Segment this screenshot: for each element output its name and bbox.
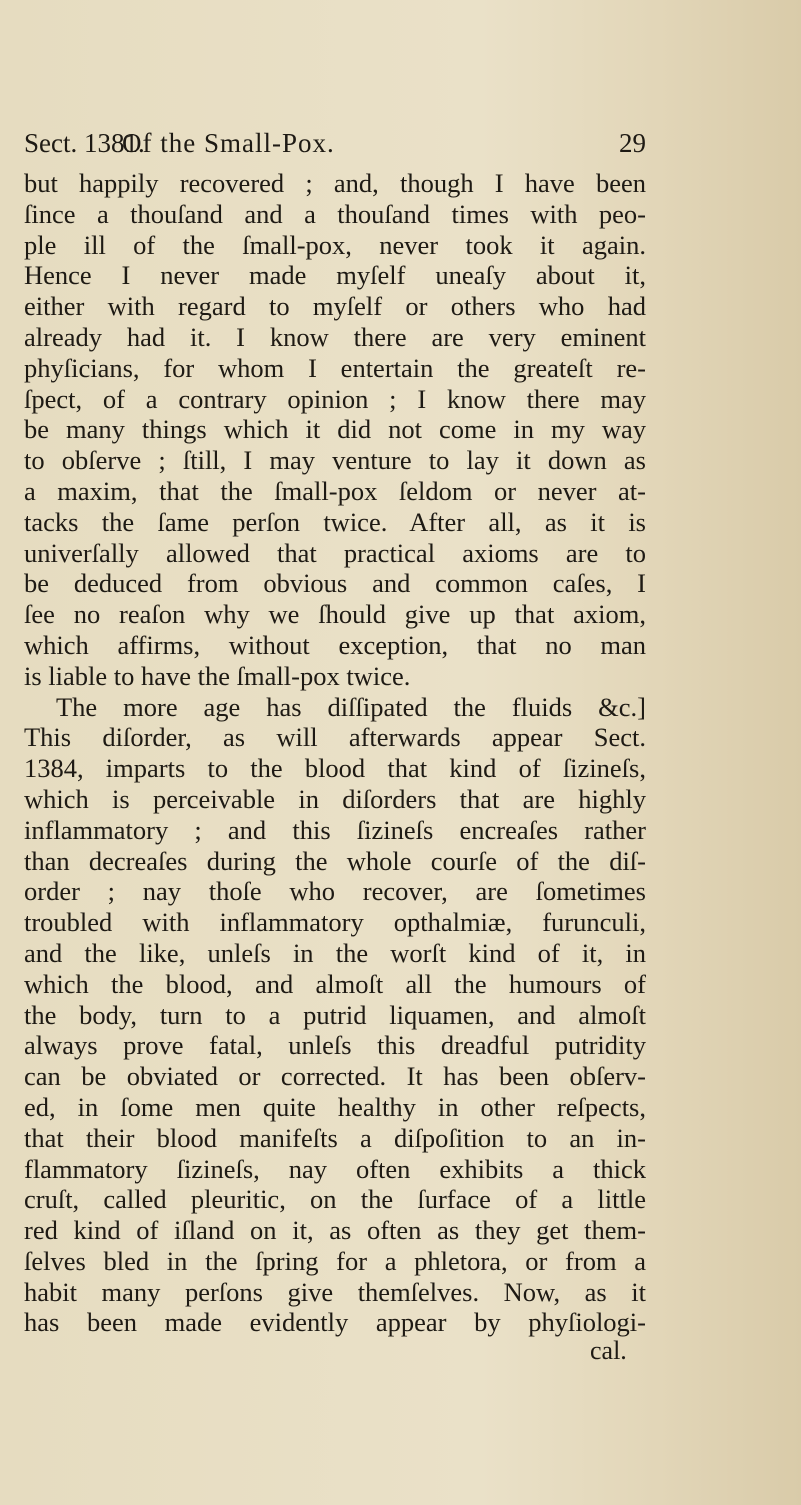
text-line: tacks the ſame perſon twice. After all, as it is: [24, 506, 646, 537]
text-line: ple ill of the ſmall-pox, never took it again.: [24, 229, 646, 260]
text-line: be many things which it did not come in my way: [24, 414, 646, 445]
text-line: the body, turn to a putrid liquamen, and almoſt: [24, 999, 646, 1030]
text-line: but happily recovered ; and, though I have been: [24, 168, 646, 198]
text-line: univerſally allowed that practical axioms are to: [24, 537, 646, 568]
text-line: which is perceivable in diſorders that are highly: [24, 783, 646, 814]
text-line: a maxim, that the ſmall-pox ſeldom or never at-: [24, 475, 646, 506]
text-line: cruſt, called pleuritic, on the ſurface of a little: [24, 1184, 646, 1215]
text-line: red kind of iſland on it, as often as they get them-: [24, 1215, 646, 1246]
text-line: phyſicians, for whom I entertain the greateſt re-: [24, 352, 646, 383]
running-header: [24, 128, 646, 164]
text-line: This diſorder, as will afterwards appear Sect.: [24, 722, 646, 753]
text-line: than decreaſes during the whole courſe of the diſ-: [24, 845, 646, 876]
text-line: either with regard to myſelf or others who had: [24, 291, 646, 322]
body-text: [24, 168, 646, 1338]
text-line: The more age has diſſipated the fluids &c.]: [56, 691, 646, 722]
text-line: already had it. I know there are very eminent: [24, 321, 646, 352]
text-line: ſelves bled in the ſpring for a phletora, or from a: [24, 1245, 646, 1276]
text-line: is liable to have the ſmall-pox twice.: [24, 660, 411, 691]
text-line: ſee no reaſon why we ſhould give up that axiom,: [24, 599, 646, 630]
text-line: always prove fatal, unleſs this dreadful putridity: [24, 1030, 646, 1061]
text-line: and the like, unleſs in the worſt kind of it, in: [24, 937, 646, 968]
page-number: 29: [619, 128, 646, 158]
text-line: troubled with inflammatory opthalmiæ, furunculi,: [24, 907, 646, 938]
text-line: be deduced from obvious and common caſes, I: [24, 568, 646, 599]
text-line: which the blood, and almoſt all the humours of: [24, 968, 646, 999]
text-line: to obſerve ; ſtill, I may venture to lay it down as: [24, 445, 646, 476]
running-title: Of the Small-Pox.: [122, 128, 335, 158]
text-line: 1384, imparts to the blood that kind of ſizineſs,: [24, 753, 646, 784]
text-line: Hence I never made myſelf uneaſy about it,: [24, 260, 646, 291]
text-line: can be obviated or corrected. It has been obſerv-: [24, 1061, 646, 1092]
text-line: habit many perſons give themſelves. Now, as it: [24, 1276, 646, 1307]
text-line: ſince a thouſand and a thouſand times with peo-: [24, 198, 646, 229]
text-line: ed, in ſome men quite healthy in other reſpects,: [24, 1091, 646, 1122]
text-line: that their blood manifeſts a diſpoſition to an in-: [24, 1122, 646, 1153]
text-line: order ; nay thoſe who recover, are ſometimes: [24, 876, 646, 907]
text-line: ſpect, of a contrary opinion ; I know there may: [24, 383, 646, 414]
text-line: has been made evidently appear by phyſiologi-: [24, 1307, 646, 1338]
section-number: Sect. 1381.: [24, 128, 145, 158]
text-line: inflammatory ; and this ſizineſs encreaſes rather: [24, 814, 646, 845]
catchword: cal.: [590, 1336, 627, 1365]
text-line: which affirms, without exception, that no man: [24, 629, 646, 660]
text-line: flammatory ſizineſs, nay often exhibits a thick: [24, 1153, 646, 1184]
